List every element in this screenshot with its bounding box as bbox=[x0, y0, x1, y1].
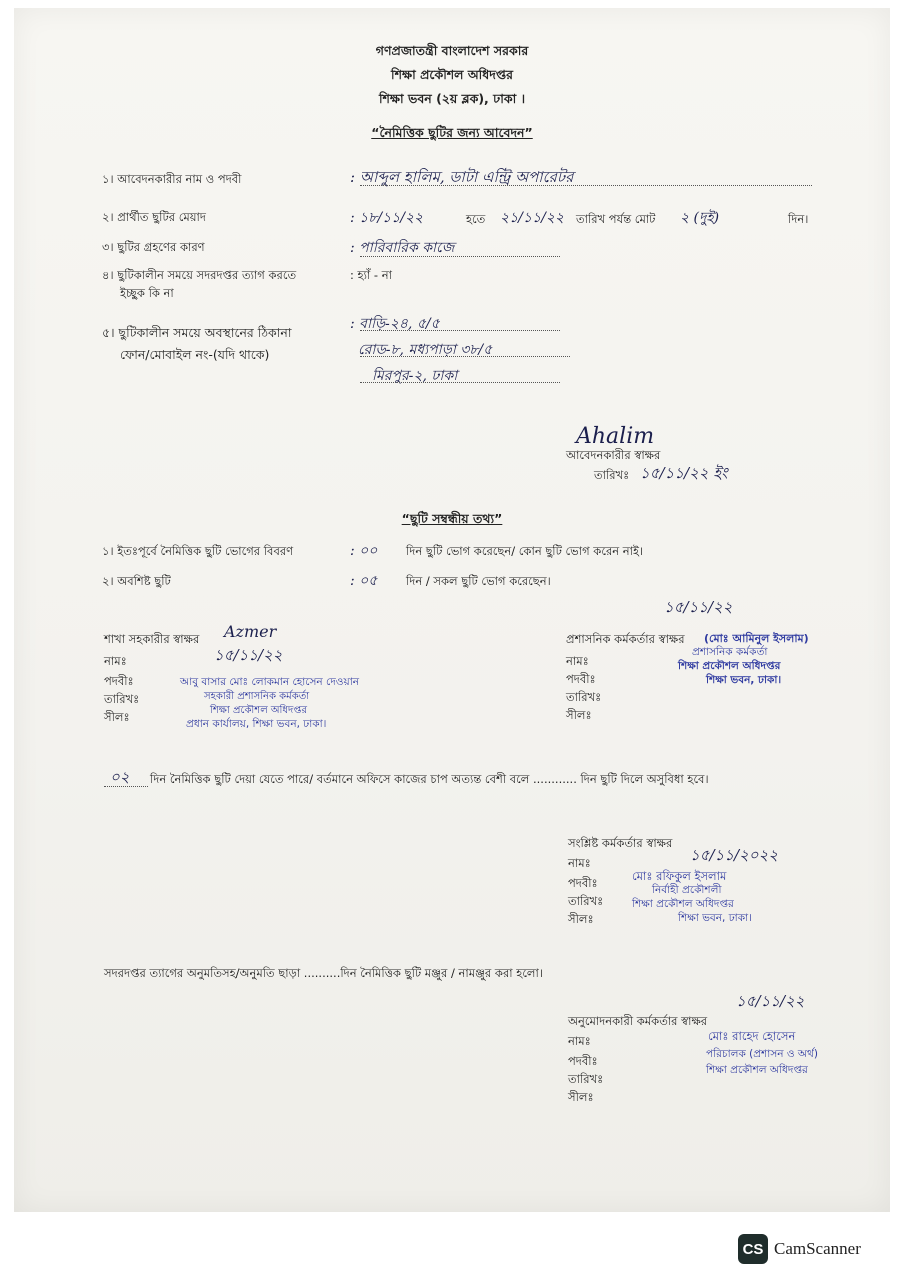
form-title: “নৈমিত্তিক ছুটির জন্য আবেদন” bbox=[371, 125, 533, 140]
q5-line2: রোড-৮, মধ্যপাড়া ৩৮/৫ bbox=[358, 342, 493, 358]
q4-value: : হ্যাঁ - না bbox=[350, 268, 392, 282]
officer-date-hw: ১৫/১১/২০২২ bbox=[690, 846, 779, 864]
left-sign-hw: Azmer bbox=[224, 622, 277, 641]
left-stamp-line2: সহকারী প্রশাসনিক কর্মকর্তা bbox=[204, 691, 310, 702]
approval-sign-label: অনুমোদনকারী কর্মকর্তার স্বাক্ষর bbox=[568, 1014, 708, 1028]
header-line3: শিক্ষা ভবন (২য় ব্লক), ঢাকা । bbox=[378, 91, 526, 106]
leave-r1-value: : ০০ bbox=[350, 543, 378, 559]
approval-stamp-line1: মোঃ রাহেদ হোসেন bbox=[708, 1029, 796, 1043]
right-date-label: তারিখঃ bbox=[566, 690, 602, 704]
leave-r2-value: : ০৫ bbox=[350, 573, 378, 589]
approval-date-hw: ১৫/১১/২২ bbox=[736, 992, 805, 1010]
q2-days: ২ (দুই) bbox=[680, 210, 720, 226]
left-name-label: নামঃ bbox=[104, 654, 127, 668]
q4-label-2: ইচ্ছুক কি না bbox=[120, 286, 174, 300]
approval-stamp-line2: পরিচালক (প্রশাসন ও অর্থ) bbox=[706, 1048, 818, 1060]
q5-label-1: ৫। ছুটিকালীন সময়ে অবস্থানের ঠিকানা bbox=[102, 325, 292, 340]
q3-dotline bbox=[360, 256, 560, 257]
left-seal-label: সীলঃ bbox=[104, 710, 130, 724]
right-seal-label: সীলঃ bbox=[566, 708, 592, 722]
applicant-date-value: ১৫/১১/২২ ইং bbox=[640, 464, 728, 482]
q5-line1: : বাড়ি-২৪, ৫/৫ bbox=[350, 316, 440, 332]
leave-r1-label: ১। ইতঃপূর্বে নৈমিত্তিক ছুটি ভোগের বিবরণ bbox=[102, 544, 294, 558]
approval-name-label: নামঃ bbox=[568, 1034, 591, 1048]
officer-name-label: নামঃ bbox=[568, 856, 591, 870]
q2-mid1: হতে bbox=[466, 212, 486, 226]
approval-seal-label: সীলঃ bbox=[568, 1090, 594, 1104]
right-sign-label: প্রশাসনিক কর্মকর্তার স্বাক্ষর bbox=[566, 632, 685, 646]
recommend-days: ০২ bbox=[110, 768, 130, 786]
officer-stamp-line3: শিক্ষা প্রকৌশল অধিদপ্তর bbox=[632, 898, 734, 910]
q2-mid2: তারিখ পর্যন্ত মোট bbox=[576, 212, 656, 226]
officer-sign-label: সংশ্লিষ্ট কর্মকর্তার স্বাক্ষর bbox=[568, 836, 673, 850]
header-line2: শিক্ষা প্রকৌশল অধিদপ্তর bbox=[391, 67, 513, 82]
right-stamp-line4: শিক্ষা ভবন, ঢাকা। bbox=[706, 674, 782, 686]
applicant-date-label: তারিখঃ bbox=[594, 468, 630, 482]
approval-post-label: পদবীঃ bbox=[568, 1054, 598, 1068]
applicant-sign-label: আবেদনকারীর স্বাক্ষর bbox=[566, 448, 661, 462]
leave-r2-text: দিন / সকল ছুটি ভোগ করেছেন। bbox=[406, 574, 551, 588]
leave-info-title: “ছুটি সম্বন্ধীয় তথ্য” bbox=[401, 511, 503, 526]
left-date-hw: ১৫/১১/২২ bbox=[214, 646, 283, 664]
q4-label-1: ৪। ছুটিকালীন সময়ে সদরদপ্তর ত্যাগ করতে bbox=[102, 268, 297, 282]
camscanner-watermark bbox=[738, 1234, 861, 1264]
officer-stamp-line4: শিক্ষা ভবন, ঢাকা। bbox=[678, 912, 752, 924]
q5-dotline1 bbox=[360, 330, 560, 331]
q1-label: ১। আবেদনকারীর নাম ও পদবী bbox=[102, 172, 242, 186]
right-post-label: পদবীঃ bbox=[566, 672, 596, 686]
q5-dotline3 bbox=[360, 382, 560, 383]
q2-to: ২১/১১/২২ bbox=[500, 210, 564, 226]
officer-date-label: তারিখঃ bbox=[568, 894, 604, 908]
approval-stamp-line3: শিক্ষা প্রকৌশল অধিদপ্তর bbox=[706, 1064, 808, 1076]
q5-dotline2 bbox=[360, 356, 570, 357]
q1-value: : আব্দুল হালিম, ডাটা এন্ট্রি অপারেটর bbox=[350, 168, 574, 186]
camscanner-brand: CamScanner bbox=[774, 1239, 861, 1258]
right-stamp-line3: শিক্ষা প্রকৌশল অধিদপ্তর bbox=[678, 660, 781, 672]
officer-seal-label: সীলঃ bbox=[568, 912, 594, 926]
q3-value: : পারিবারিক কাজে bbox=[350, 240, 455, 256]
approval-text: সদরদপ্তর ত্যাগের অনুমতিসহ/অনুমতি ছাড়া ..........দিন নৈমিত্তিক ছুটি মঞ্জুর / নামঞ্জুর করা হলো। bbox=[104, 966, 543, 980]
recommend-dotline bbox=[104, 786, 148, 787]
officer-post-label: পদবীঃ bbox=[568, 876, 598, 890]
officer-stamp-line1: মোঃ রফিকুল ইসলাম bbox=[632, 869, 727, 883]
recommend-text: দিন নৈমিত্তিক ছুটি দেয়া যেতে পারে/ বর্তমানে অফিসে কাজের চাপ অত্যন্ত বেশী বলে ............ দিন ছুটি দিলে অসুবিধা হবে। bbox=[150, 772, 709, 786]
left-stamp-line3: শিক্ষা প্রকৌশল অধিদপ্তর bbox=[210, 705, 307, 716]
right-date-hw: ১৫/১১/২২ bbox=[664, 598, 733, 616]
applicant-signature: Ahalim bbox=[576, 424, 655, 449]
q3-label: ৩। ছুটির গ্রহণের কারণ bbox=[102, 240, 205, 254]
left-stamp-line1: আবু বাসার মোঃ লোকমান হোসেন দেওয়ান bbox=[180, 676, 360, 688]
camscanner-logo-icon: CS bbox=[738, 1234, 768, 1264]
left-stamp-line4: প্রধান কার্যালয়, শিক্ষা ভবন, ঢাকা। bbox=[186, 718, 327, 730]
left-sign-label: শাখা সহকারীর স্বাক্ষর bbox=[104, 632, 200, 646]
right-name-label: নামঃ bbox=[566, 654, 589, 668]
q2-label: ২। প্রার্থীত ছুটির মেয়াদ bbox=[102, 210, 206, 224]
right-stamp-line1: (মোঃ আমিনুল ইসলাম) bbox=[704, 632, 809, 645]
left-post-label: পদবীঃ bbox=[104, 674, 134, 688]
leave-r2-label: ২। অবশিষ্ট ছুটি bbox=[102, 574, 171, 588]
q2-from: : ১৮/১১/২২ bbox=[350, 210, 424, 226]
officer-stamp-line2: নির্বাহী প্রকৌশলী bbox=[652, 884, 722, 896]
q5-line3: মিরপুর-২, ঢাকা bbox=[372, 368, 458, 384]
q2-unit: দিন। bbox=[788, 212, 809, 226]
header-line1: গণপ্রজাতন্ত্রী বাংলাদেশ সরকার bbox=[375, 43, 529, 58]
left-date-label: তারিখঃ bbox=[104, 692, 140, 706]
q5-label-2: ফোন/মোবাইল নং-(যদি থাকে) bbox=[120, 347, 270, 362]
leave-r1-text: দিন ছুটি ভোগ করেছেন/ কোন ছুটি ভোগ করেন নাই। bbox=[406, 544, 644, 558]
approval-date-label: তারিখঃ bbox=[568, 1072, 604, 1086]
q1-dotline bbox=[360, 185, 812, 186]
right-stamp-line2: প্রশাসনিক কর্মকর্তা bbox=[692, 646, 768, 658]
